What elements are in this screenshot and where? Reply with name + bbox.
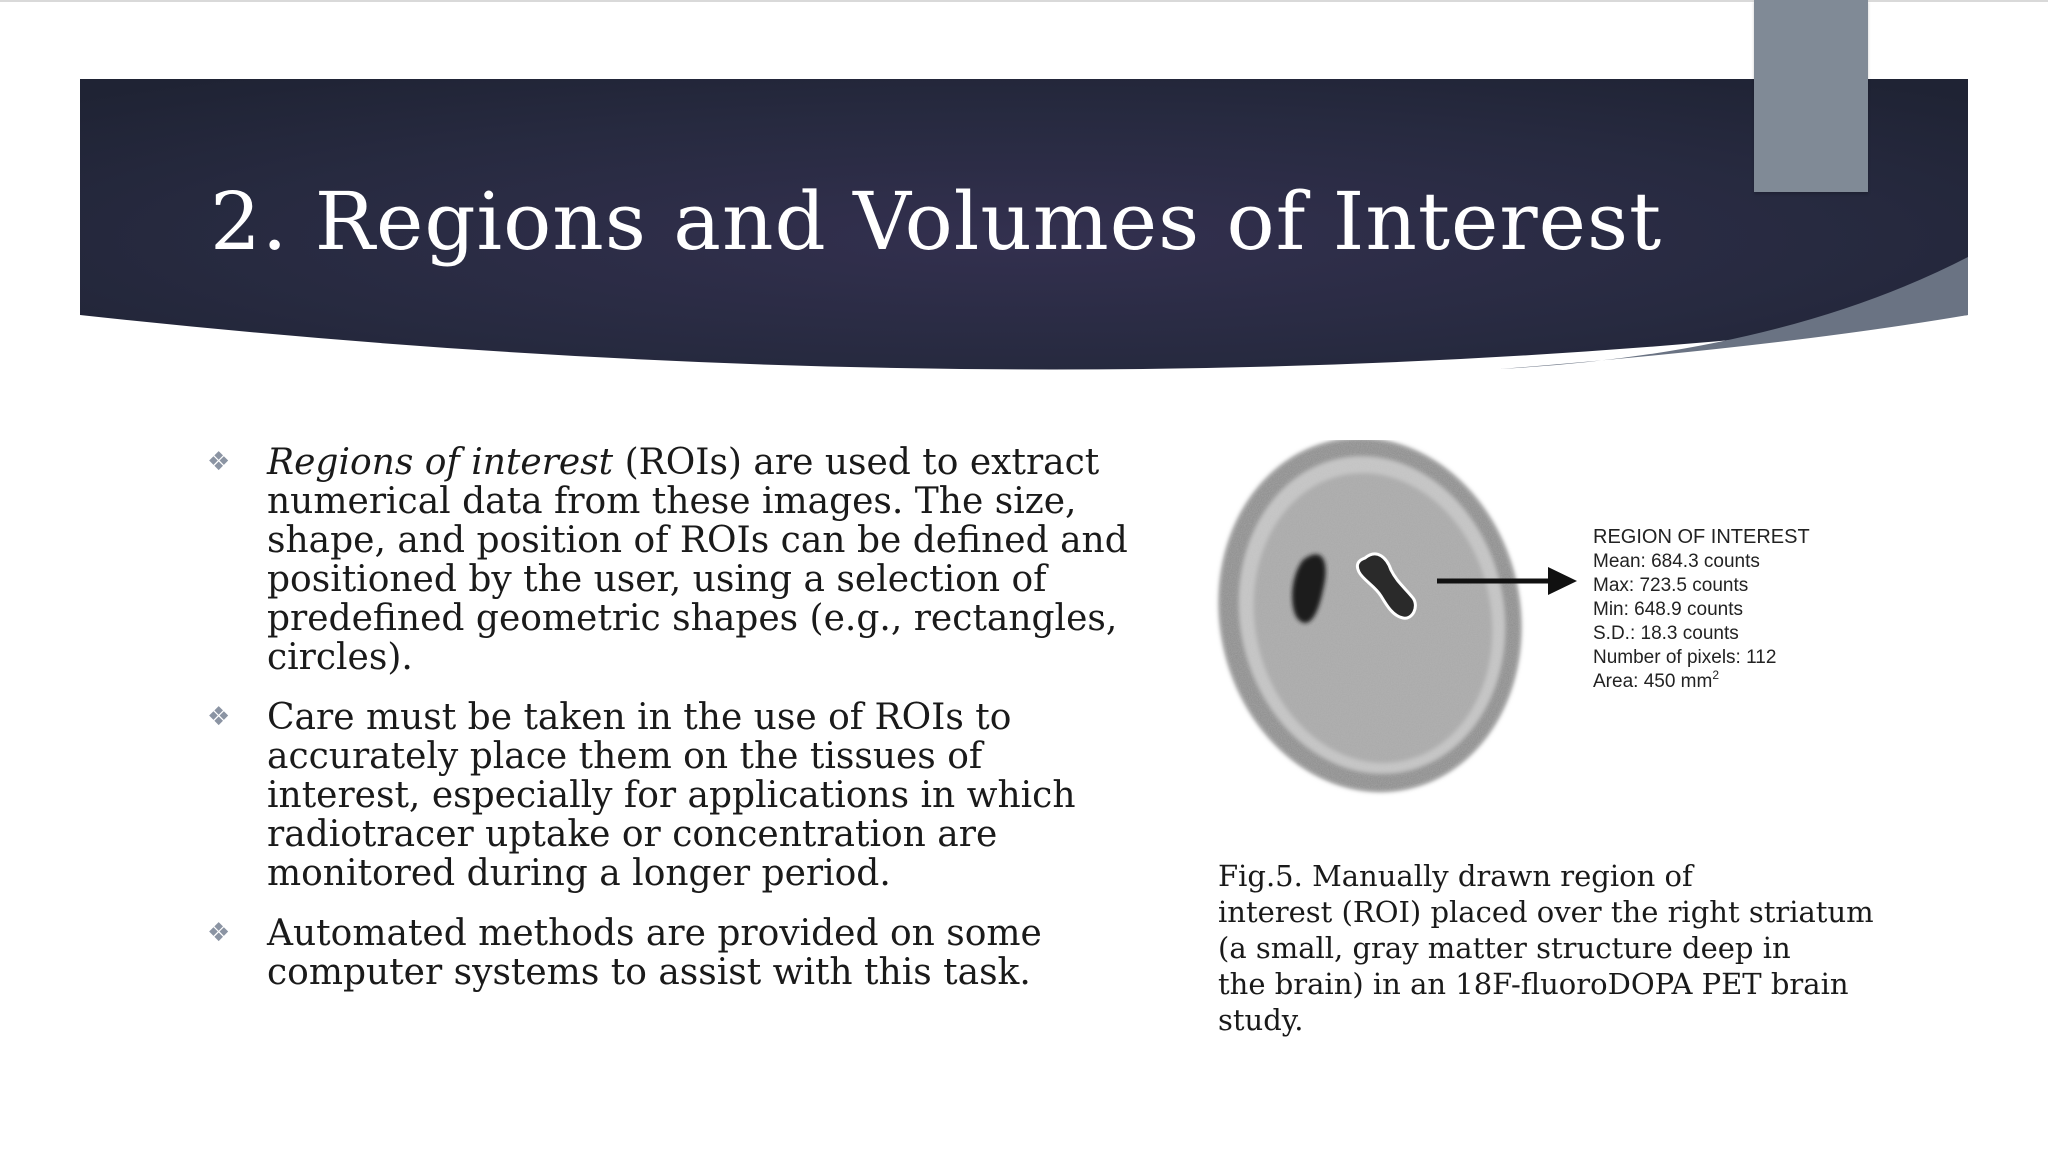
bullet-text: Care must be taken in the use of ROIs to accurately place them on the tissues of interest, especially for applications in which radiotracer uptake or concentration are monitored during a longer period. <box>267 697 1076 894</box>
slide-title: 2. Regions and Volumes of Interest <box>210 175 1663 268</box>
diamond-bullet-icon: ❖ <box>207 447 231 477</box>
caption-line: study. <box>1218 1003 1304 1037</box>
roi-mean: Mean: 684.3 counts <box>1593 551 1760 572</box>
diamond-bullet-icon: ❖ <box>207 918 231 948</box>
roi-max: Max: 723.5 counts <box>1593 575 1749 596</box>
bullet-text: Automated methods are provided on some computer systems to assist with this task. <box>267 913 1042 993</box>
caption-line: Fig.5. Manually drawn region of <box>1218 859 1693 893</box>
bullet-emphasis: Regions of interest <box>267 442 614 483</box>
brain-scan-image <box>1205 440 1554 805</box>
bullet-item <box>207 698 1137 893</box>
bullet-item <box>207 443 1137 677</box>
top-border <box>0 0 2048 2</box>
accent-tab <box>1754 0 1868 192</box>
roi-sd: S.D.: 18.3 counts <box>1593 623 1739 644</box>
roi-pixels: Number of pixels: 112 <box>1593 647 1777 668</box>
roi-min: Min: 648.9 counts <box>1593 599 1743 620</box>
roi-stats <box>1593 526 1810 692</box>
diamond-bullet-icon: ❖ <box>207 702 231 732</box>
pet-brain-figure <box>1205 440 1845 805</box>
roi-area-superscript: 2 <box>1712 668 1720 682</box>
svg-text:Area: 450 mm2 <box>1593 668 1719 692</box>
bullet-text: (ROIs) are used to extract numerical data from these images. The size, shape, and position of ROIs can be defined and positioned by the user, using a selection of predefined geometric shapes (e.g., rectangles, circles). <box>267 442 1128 678</box>
caption-line: (a small, gray matter structure deep in <box>1218 931 1791 965</box>
roi-area: Area: 450 mm <box>1593 671 1713 692</box>
figure-caption <box>1218 858 1878 1038</box>
bullet-item <box>207 914 1137 992</box>
caption-line: interest (ROI) placed over the right striatum <box>1218 895 1874 929</box>
bullet-list <box>207 443 1137 1013</box>
roi-title: REGION OF INTEREST <box>1593 526 1810 548</box>
caption-line: the brain) in an 18F-fluoroDOPA PET brain <box>1218 967 1849 1001</box>
